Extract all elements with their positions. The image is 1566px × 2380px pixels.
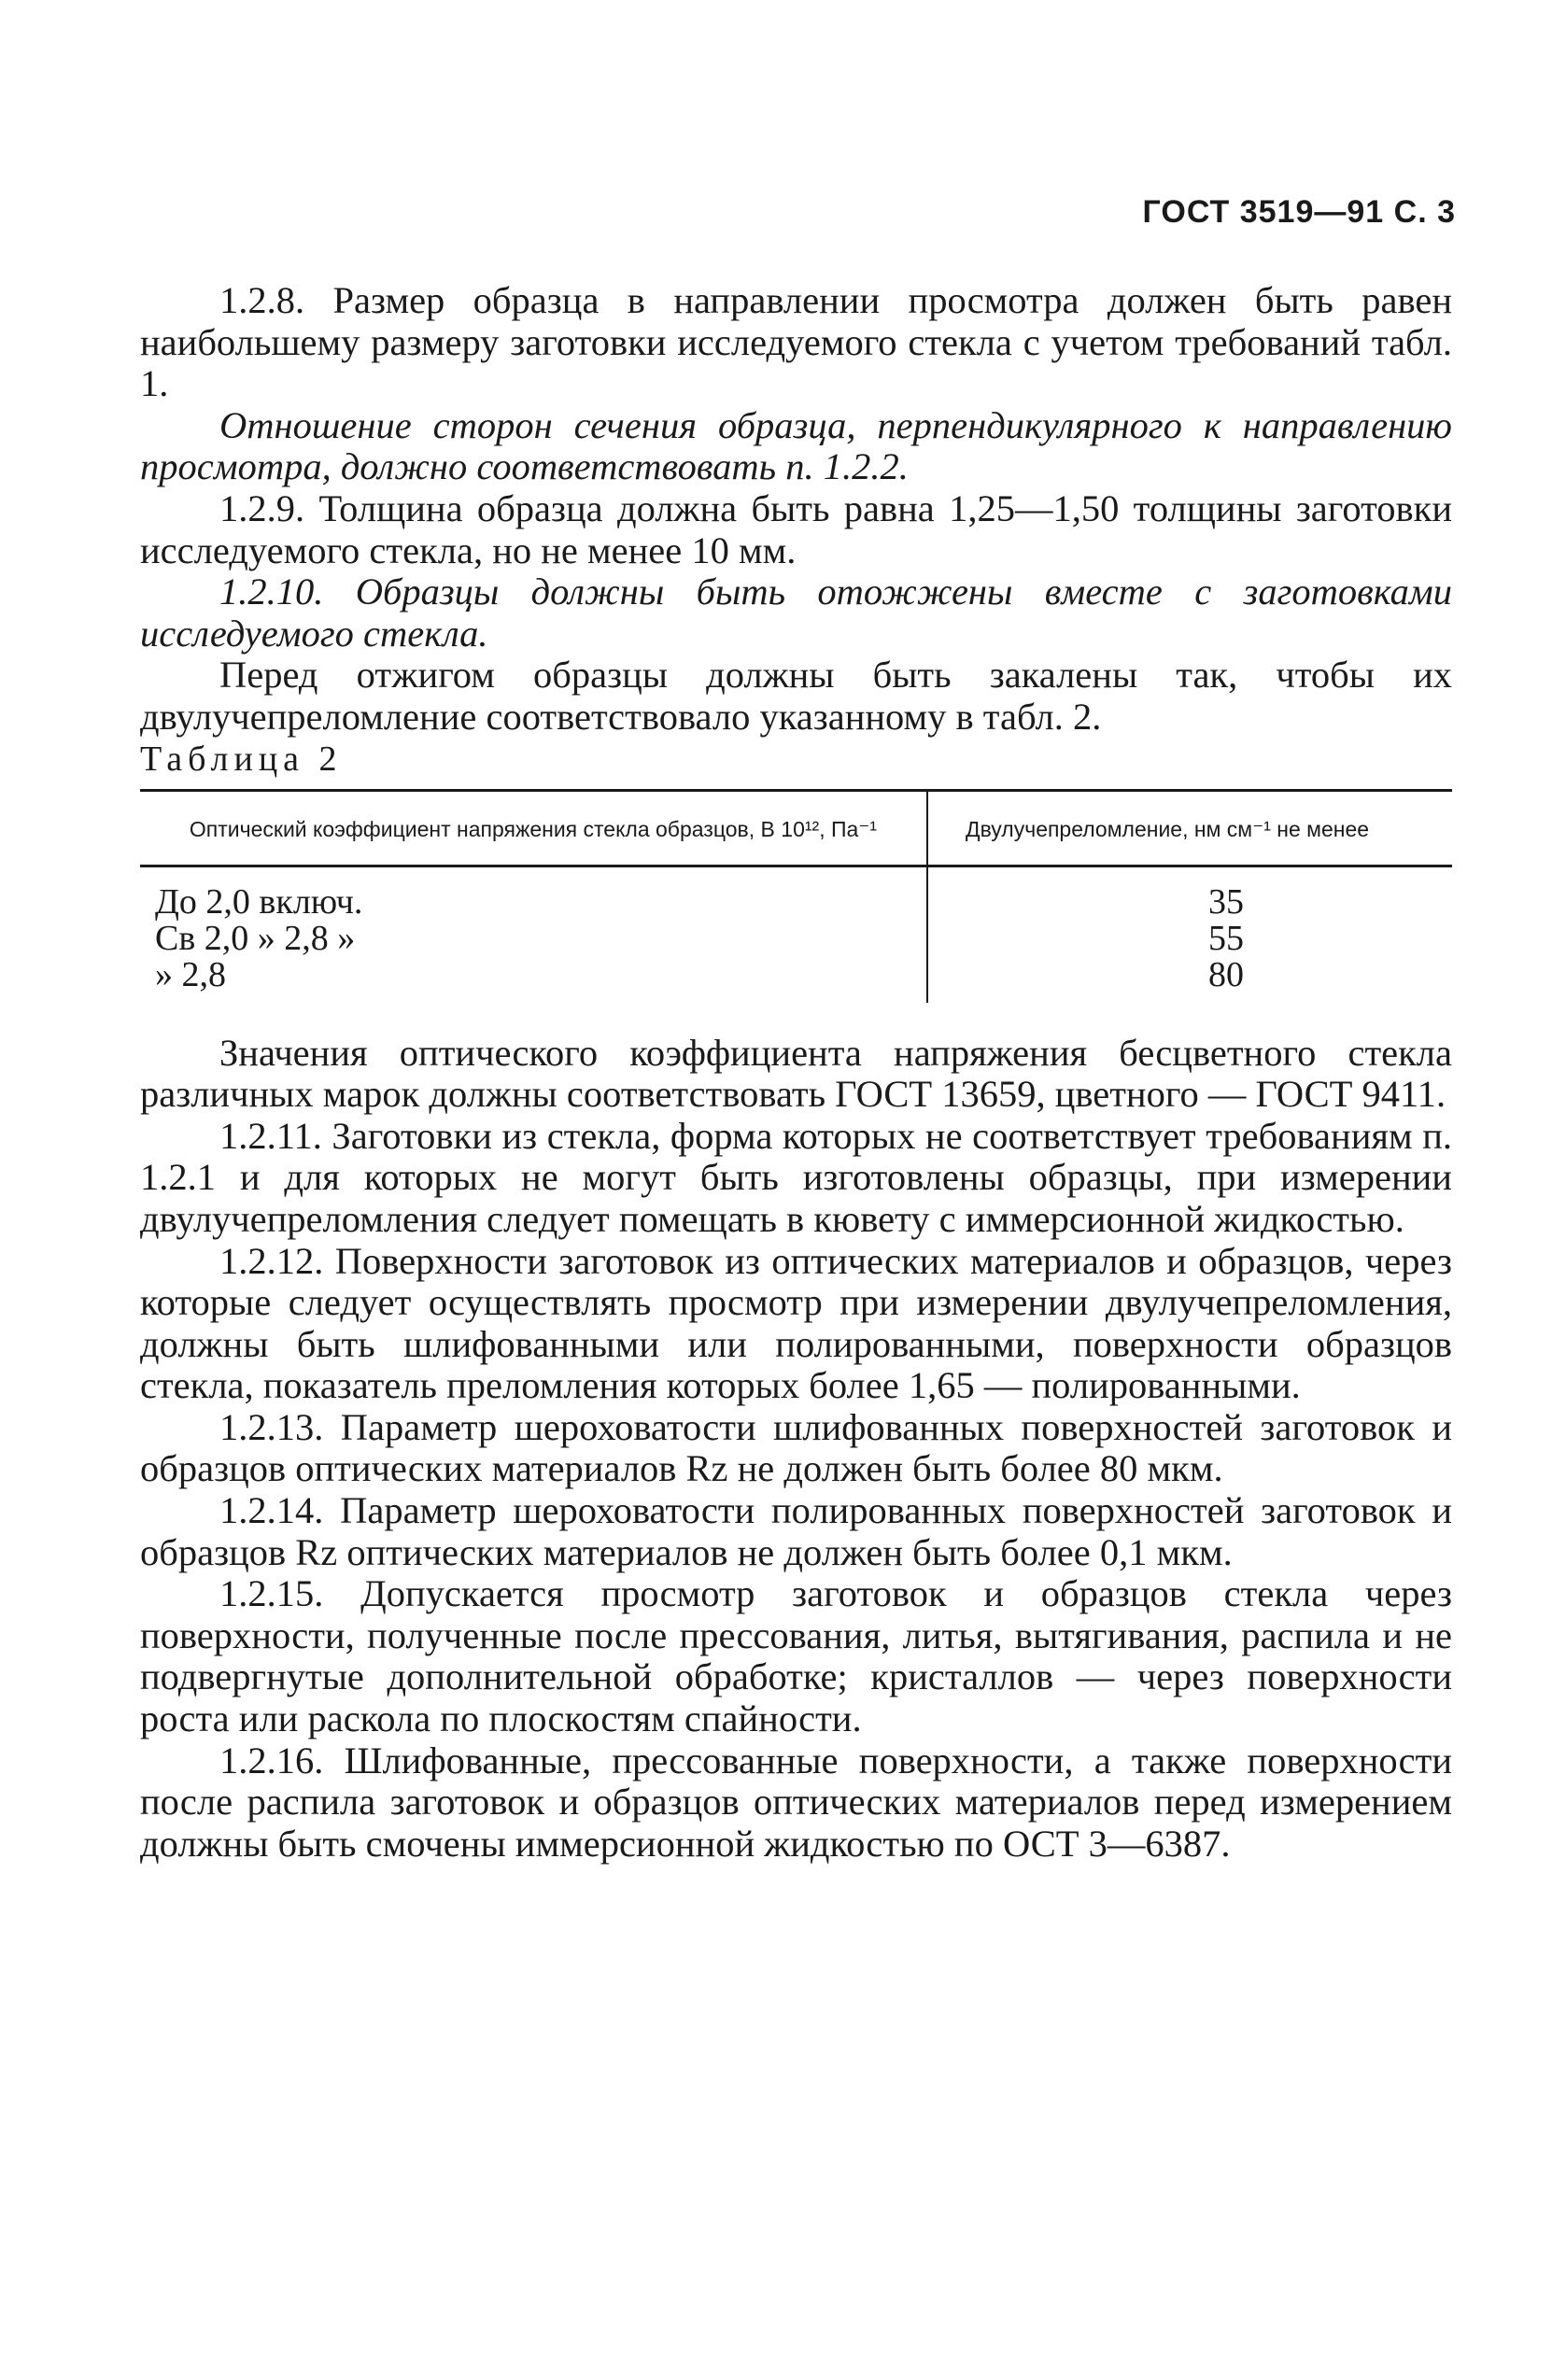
- paragraph-1-2-11: 1.2.11. Заготовки из стекла, форма которых не соответствует требованиям п. 1.2.1 и для которых не могут быть изготовлены образцы, при измерении двулучепреломления следует помещать в кювету с иммерсионной жидкостью.: [140, 1114, 1452, 1240]
- table-cell-value: 35: [1208, 881, 1244, 922]
- document-body: [140, 280, 1452, 1865]
- paragraph-1-2-12: 1.2.12. Поверхности заготовок из оптических материалов и образцов, через которые следует осуществлять просмотр при измерении двулучепреломления, должны быть шлифованными или полированными, поверхности образцов стекла, показатель преломления которых более 1,65 — полированными.: [140, 1239, 1452, 1407]
- paragraph-1-2-8: 1.2.8. Размер образца в направлении просмотра должен быть равен наибольшему размеру заготовки исследуемого стекла с учетом требований табл. 1.: [140, 279, 1452, 405]
- table-cell-value: 80: [1208, 954, 1244, 994]
- table-cell-range: До 2,0 включ.: [140, 866, 927, 921]
- paragraph-1-2-16: 1.2.16. Шлифованные, прессованные поверхности, а также поверхности после распила заготовок и образцов оптических материалов перед измерением должны быть смочены иммерсионной жидкостью по ОСТ 3—6387.: [140, 1739, 1452, 1865]
- table-caption: Таблица 2: [140, 739, 343, 779]
- table-header-birefringence: Двулучепреломление, нм см⁻¹ не менее: [927, 790, 1452, 866]
- paragraph-1-2-13: 1.2.13. Параметр шероховатости шлифованных поверхностей заготовок и образцов оптических материалов Rz не должен быть более 80 мкм.: [140, 1405, 1452, 1490]
- table-row: [140, 921, 1452, 957]
- paragraph-1-2-9: 1.2.9. Толщина образца должна быть равна 1,25—1,50 толщины заготовки исследуемого стекла, но не менее 10 мм.: [140, 486, 1452, 571]
- paragraph-1-2-14: 1.2.14. Параметр шероховатости полированных поверхностей заготовок и образцов Rz оптических материалов не должен быть более 0,1 мкм.: [140, 1489, 1452, 1573]
- paragraph-before-annealing: Перед отжигом образцы должны быть закалены так, чтобы их двулучепреломление соответствовало указанному в табл. 2.: [140, 654, 1452, 738]
- paragraph-aspect-ratio: Отношение сторон сечения образца, перпендикулярного к направлению просмотра, должно соответствовать п. 1.2.2.: [140, 403, 1452, 488]
- table-cell-range: Св 2,0 » 2,8 »: [140, 921, 927, 957]
- table-cell-range: » 2,8: [140, 957, 927, 1003]
- page-header: ГОСТ 3519—91 С. 3: [1142, 194, 1456, 230]
- table-header-coefficient: Оптический коэффициент напряжения стекла образцов, В 10¹², Па⁻¹: [140, 790, 927, 866]
- table-row: [140, 957, 1452, 1003]
- table-2: [140, 789, 1452, 1003]
- paragraph-1-2-15: 1.2.15. Допускается просмотр заготовок и образцов стекла через поверхности, полученные после прессования, литья, вытягивания, распила и не подвергнутые дополнительной обработке; кристаллов — через поверхности роста или раскола по плоскостям спайности.: [140, 1572, 1452, 1740]
- table-cell-value: 55: [1208, 918, 1244, 958]
- table-row: [140, 866, 1452, 921]
- paragraph-1-2-10: 1.2.10. Образцы должны быть отожжены вместе с заготовками исследуемого стекла.: [140, 570, 1452, 655]
- paragraph-coefficient-values: Значения оптического коэффициента напряжения бесцветного стекла различных марок должны соответствовать ГОСТ 13659, цветного — ГОСТ 9411.: [140, 1031, 1452, 1116]
